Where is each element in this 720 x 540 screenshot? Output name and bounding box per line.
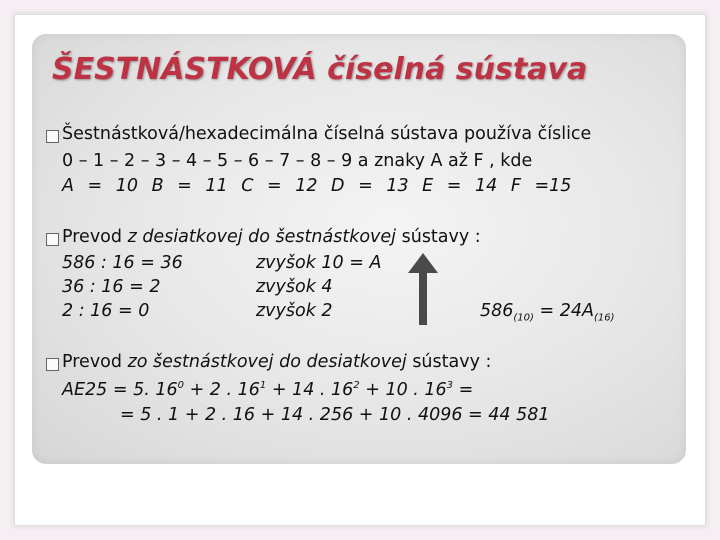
equation-line-1 xyxy=(62,380,473,400)
bullet-2-heading xyxy=(62,227,481,247)
bullet-3-tail: sústavy : xyxy=(412,352,492,372)
remainder-row-3: zvyšok 2 xyxy=(256,301,333,321)
result-hex-base: (16) xyxy=(593,312,615,324)
eq1-part-b: + 2 . 16 xyxy=(184,380,260,400)
calc-row-1: 586 : 16 = 36 xyxy=(62,253,183,273)
eq1-exp-3: 3 xyxy=(446,380,454,392)
bullet-2-tail: sústavy : xyxy=(401,227,481,247)
eq1-exp-0: 0 xyxy=(177,380,184,392)
bullet-2-lead: Prevod xyxy=(62,227,122,247)
eq1-part-c: + 14 . 16 xyxy=(266,380,354,400)
up-arrow-icon xyxy=(408,253,438,327)
bullet-1-line-3: A = 10 B = 11 C = 12 D = 13 E = 14 F =15 xyxy=(62,176,572,196)
result-hex: = 24A xyxy=(539,301,594,321)
bullet-1-line-2: 0 – 1 – 2 – 3 – 4 – 5 – 6 – 7 – 8 – 9 a znaky A až F , kde xyxy=(62,151,533,171)
result-decimal: 586 xyxy=(480,301,514,321)
bullet-3-heading xyxy=(62,352,491,372)
calc-row-3: 2 : 16 = 0 xyxy=(62,301,150,321)
eq1-part-d: + 10 . 16 xyxy=(359,380,447,400)
bullet-2-direction: z desiatkovej do šestnástkovej xyxy=(127,227,397,247)
remainder-row-2: zvyšok 4 xyxy=(256,277,333,297)
eq1-exp-2: 2 xyxy=(353,380,360,392)
slide-title: ŠESTNÁSTKOVÁ číselná sústava xyxy=(52,52,588,87)
equation-line-2: = 5 . 1 + 2 . 16 + 14 . 256 + 10 . 4096 = 44 581 xyxy=(120,405,550,425)
remainder-row-1: zvyšok 10 = A xyxy=(256,253,382,273)
bullet-2-marker xyxy=(46,233,59,246)
bullet-3-lead: Prevod xyxy=(62,352,122,372)
bullet-1-line-1: Šestnástková/hexadecimálna číselná sústava používa číslice xyxy=(62,124,592,144)
eq1-exp-1: 1 xyxy=(259,380,267,392)
eq1-part-a: AE25 = 5. 16 xyxy=(62,380,178,400)
bullet-3-marker xyxy=(46,358,59,371)
bullet-1-marker xyxy=(46,130,59,143)
conversion-result xyxy=(480,301,615,324)
eq1-part-e: = xyxy=(453,380,474,400)
calc-row-2: 36 : 16 = 2 xyxy=(62,277,161,297)
bullet-3-direction: zo šestnástkovej do desiatkovej xyxy=(127,352,407,372)
result-decimal-base: (10) xyxy=(513,312,534,324)
